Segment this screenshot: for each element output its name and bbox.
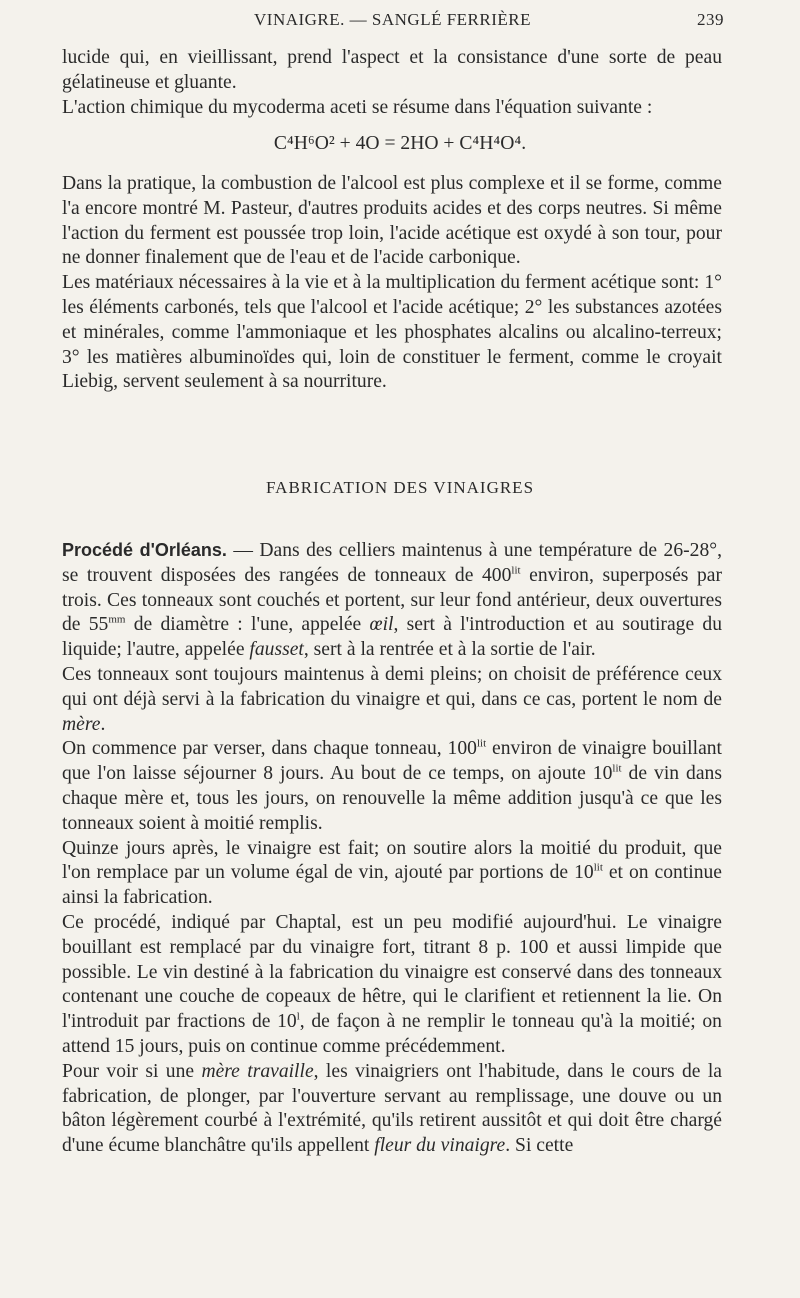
paragraph: Ce procédé, indiqué par Chaptal, est un peu modifié aujourd'hui. Le vinaigre bouillant est remplacé par du vinaigre fort, titrant 8 p. 100 et aussi limpide que possible. Le vin destiné à la fabrication du vinaigre est conservé dans des tonneaux contenant une couche de copeaux de hêtre, qui le clarifient et retiennent la lie. On l'introduit par fractions de 10$^l$, de façon à ne remplir le tonneau qu'à la moitié; on attend 15 jours, puis on continue comme précédemment. [62, 911, 722, 1057]
term: fausset [249, 639, 304, 661]
text-block-intro [62, 46, 722, 120]
text-block-fabrication [62, 538, 722, 1159]
page-number: 239 [697, 10, 724, 29]
page-header [62, 10, 724, 40]
text-block-chemistry [62, 172, 722, 395]
chemical-equation: C⁴H⁶O² + 4O = 2HO + C⁴H⁴O⁴. [273, 133, 527, 154]
term: mère travaille [201, 1060, 314, 1082]
section-heading: FABRICATION DES VINAIGRES [265, 478, 535, 497]
paragraph: Dans la pratique, la combustion de l'alcool est plus complexe et il se forme, comme l'a encore montré M. Pasteur, d'autres produits acides et des corps neutres. Si même l'action du ferment est poussée trop loin, l'acide acétique est oxydé à son tour, pour ne donner finalement que de l'eau et de l'acide carbonique. [62, 173, 722, 269]
paragraph: Pour voir si une mère travaille, les vinaigriers ont l'habitude, dans le cours de la fabrication, de plonger, par l'ouverture servant au remplissage, une douve ou un bâton légèrement courbé à l'extrémité, qu'ils retirent aussitôt et qui doit être chargé d'une écume blanchâtre qu'ils appellent fleur du vinaigre. Si cette [62, 1060, 722, 1157]
paragraph: L'action chimique du mycoderma aceti se résume dans l'équation suivante : [62, 96, 653, 118]
paragraph: Ces tonneaux sont toujours maintenus à demi pleins; on choisit de préférence ceux qui ont déjà servi à la fabrication du vinaigre et qui, dans ce cas, portent le nom de mère. [62, 663, 722, 735]
term: fleur du vinaigre [374, 1135, 506, 1157]
paragraph: Les matériaux nécessaires à la vie et à la multiplication du ferment acétique sont: 1° les éléments carbonés, tels que l'alcool et l'acide acétique; 2° les substances azotées et minérales, comme l'ammoniaque et les phosphates alcalins ou alcalino-terreux; 3° les matières albuminoïdes qui, loin de constituer le ferment, comme le croyait Liebig, servent seulement à sa nourriture. [62, 272, 722, 393]
paragraph: Procédé d'Orléans. — Dans des celliers maintenus à une température de 26-28°, se trouvent disposées des rangées de tonneaux de $400^{lit}$ environ, superposés par trois. Ces tonneaux sont couchés et portent, sur leur fond antérieur, deux ouvertures de $55^{mm}$ de diamètre : l'une, appelée œil, sert à l'introduction et au soutirage du liquide; l'autre, appelée fausset, sert à la rentrée et à la sortie de l'air. [62, 540, 723, 661]
paragraph: Quinze jours après, le vinaigre est fait; on soutire alors la moitié du produit, que l'on remplace par un volume égal de vin, ajouté par portions de $10^{lit}$ et on continue ainsi la fabrication. [62, 837, 722, 909]
term: œil [369, 614, 394, 636]
running-title: VINAIGRE. — SANGLÉ FERRIÈRE [254, 10, 531, 29]
paragraph: lucide qui, en vieillissant, prend l'aspect et la consistance d'une sorte de peau gélatineuse et gluante. [62, 47, 722, 93]
process-title: Procédé d'Orléans. [62, 540, 227, 560]
paragraph: On commence par verser, dans chaque tonneau, $100^{lit}$ environ de vinaigre bouillant que l'on laisse séjourner 8 jours. Au bout de ce temps, on ajoute $10^{lit}$ de vin dans chaque mère et, tous les jours, on renouvelle la même addition jusqu'à ce que les tonneaux soient à moitié remplis. [62, 737, 723, 834]
term: mère [62, 713, 101, 735]
